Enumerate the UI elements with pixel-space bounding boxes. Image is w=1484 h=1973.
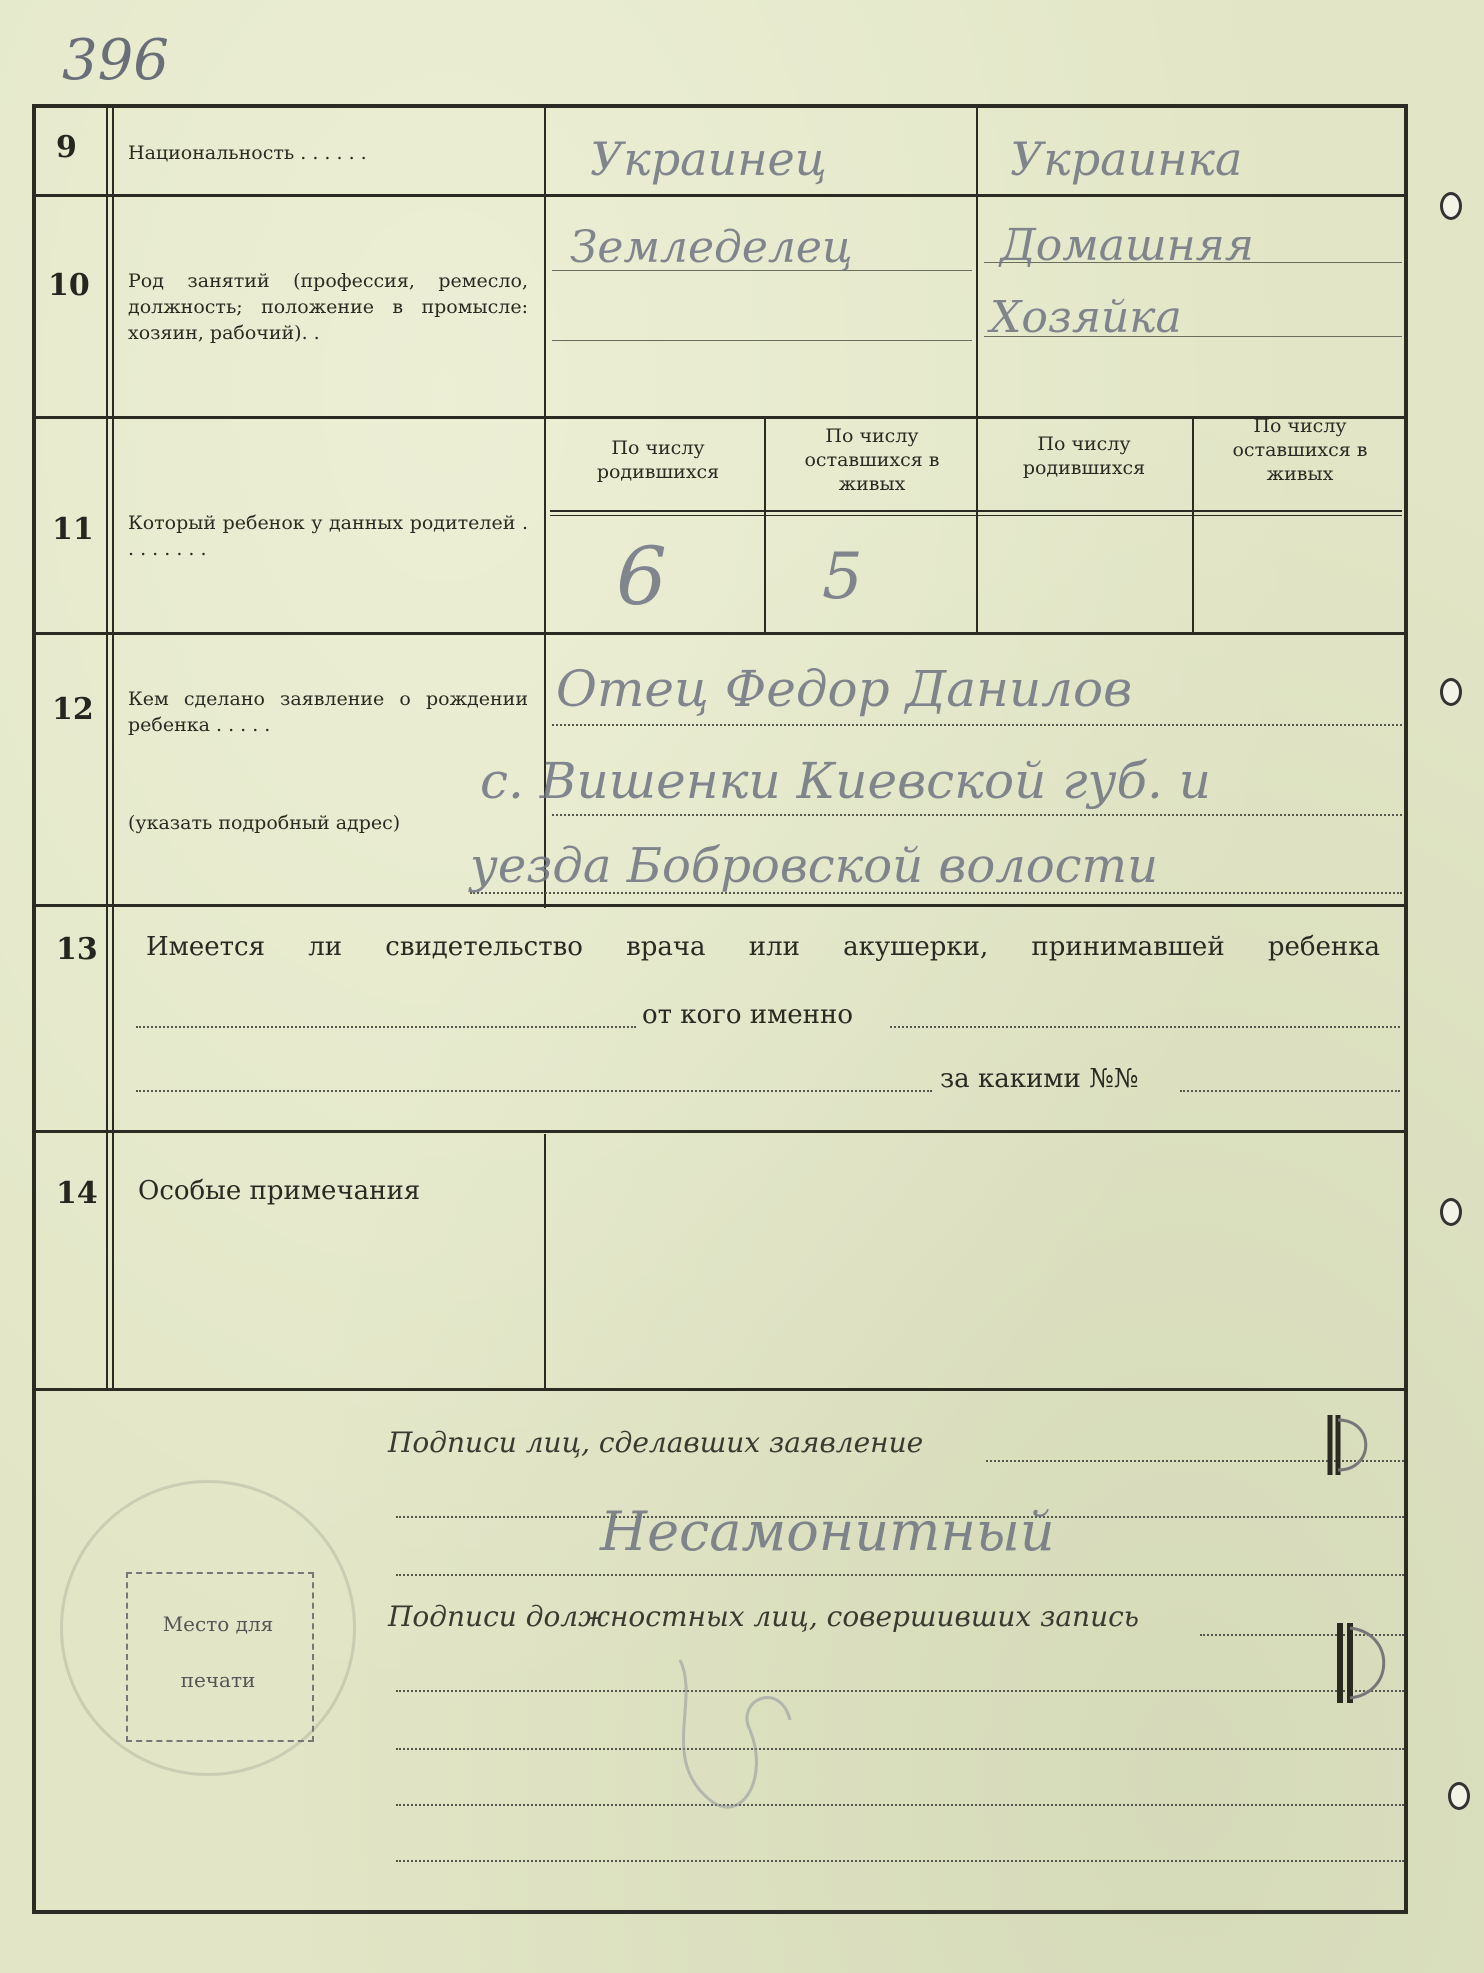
occupation-mother-line1: Домашняя (1000, 220, 1254, 271)
applicant-line1: Отец Федор Данилов (556, 660, 1133, 718)
stamp-placeholder-box (126, 1572, 314, 1742)
row-sep-13-14 (32, 1130, 1408, 1133)
parent-column-divider (976, 104, 978, 632)
child-born-count: 6 (616, 530, 667, 623)
label-special-notes: Особые примечания (138, 1176, 421, 1206)
row-number-11: 11 (52, 512, 94, 547)
stamp-place-line2: печати (180, 1668, 256, 1692)
applicant-line2: с. Вишенки Киевской губ. и (480, 752, 1212, 810)
row-sep-9-10 (32, 194, 1408, 197)
occupation-mother-line2: Хозяйка (990, 292, 1182, 343)
header-born-father: По числу родившихся (596, 437, 720, 483)
nationality-mother: Украинка (1010, 132, 1243, 186)
number-column-divider (106, 104, 108, 1390)
row-number-14: 14 (56, 1176, 98, 1211)
row-number-10: 10 (48, 268, 90, 303)
label-official-signatures: Подписи должностных лиц, совершивших запись (388, 1600, 1140, 1633)
binding-clip-top (1290, 1410, 1390, 1480)
label-nationality: Национальность . . . . . . (128, 142, 367, 164)
child-alive-count: 5 (822, 540, 863, 614)
handwritten-page-number: 396 (62, 28, 169, 93)
label-address: (указать подробный адрес) (128, 812, 401, 834)
official-signature-scribble (640, 1640, 840, 1840)
stamp-place-line1: Место для (162, 1612, 274, 1636)
label-applicant-signatures: Подписи лиц, сделавших заявление (388, 1426, 924, 1459)
label-occupation: Род занятий (профессия, ремесло, должность; положение в промысле: хозяин, рабочий). . (128, 270, 528, 344)
label-from-whom: от кого именно (642, 1000, 853, 1030)
label-applicant: Кем сделано заявление о рождении ребенка . . . . . (128, 688, 528, 736)
binding-hole-2 (1440, 678, 1462, 706)
binding-hole-1 (1440, 192, 1462, 220)
applicant-line3: уезда Бобровской волости (470, 838, 1158, 894)
label-by-which-numbers: за какими №№ (940, 1064, 1139, 1094)
binding-clip-bottom (1300, 1618, 1400, 1708)
frame-top (32, 104, 1408, 108)
frame-bottom (32, 1910, 1408, 1914)
header-alive-father: По числу оставшихся в живых (804, 425, 940, 495)
row-number-12: 12 (52, 692, 94, 727)
binding-hole-4 (1448, 1782, 1470, 1810)
applicant-signature: Несамонитный (600, 1500, 1055, 1563)
row-sep-11-12 (32, 632, 1408, 635)
occupation-father: Земледелец (570, 222, 853, 273)
header-alive-mother: По числу оставшихся в живых (1232, 415, 1368, 485)
header-born-mother: По числу родившихся (1022, 433, 1146, 479)
nationality-father: Украинец (590, 132, 827, 186)
row-number-9: 9 (56, 130, 77, 165)
row-sep-12-13 (32, 904, 1408, 907)
binding-hole-3 (1440, 1198, 1462, 1226)
label-certificate-question: Имеется ли свидетельство врача или акушерки, принимавшей ребенка (146, 932, 1380, 962)
label-child-order: Который ребенок у данных родителей . . . . . . . . (128, 512, 528, 560)
row-number-13: 13 (56, 932, 98, 967)
frame-right (1404, 104, 1408, 1914)
frame-left (32, 104, 36, 1914)
row-sep-14-sign (32, 1388, 1408, 1391)
